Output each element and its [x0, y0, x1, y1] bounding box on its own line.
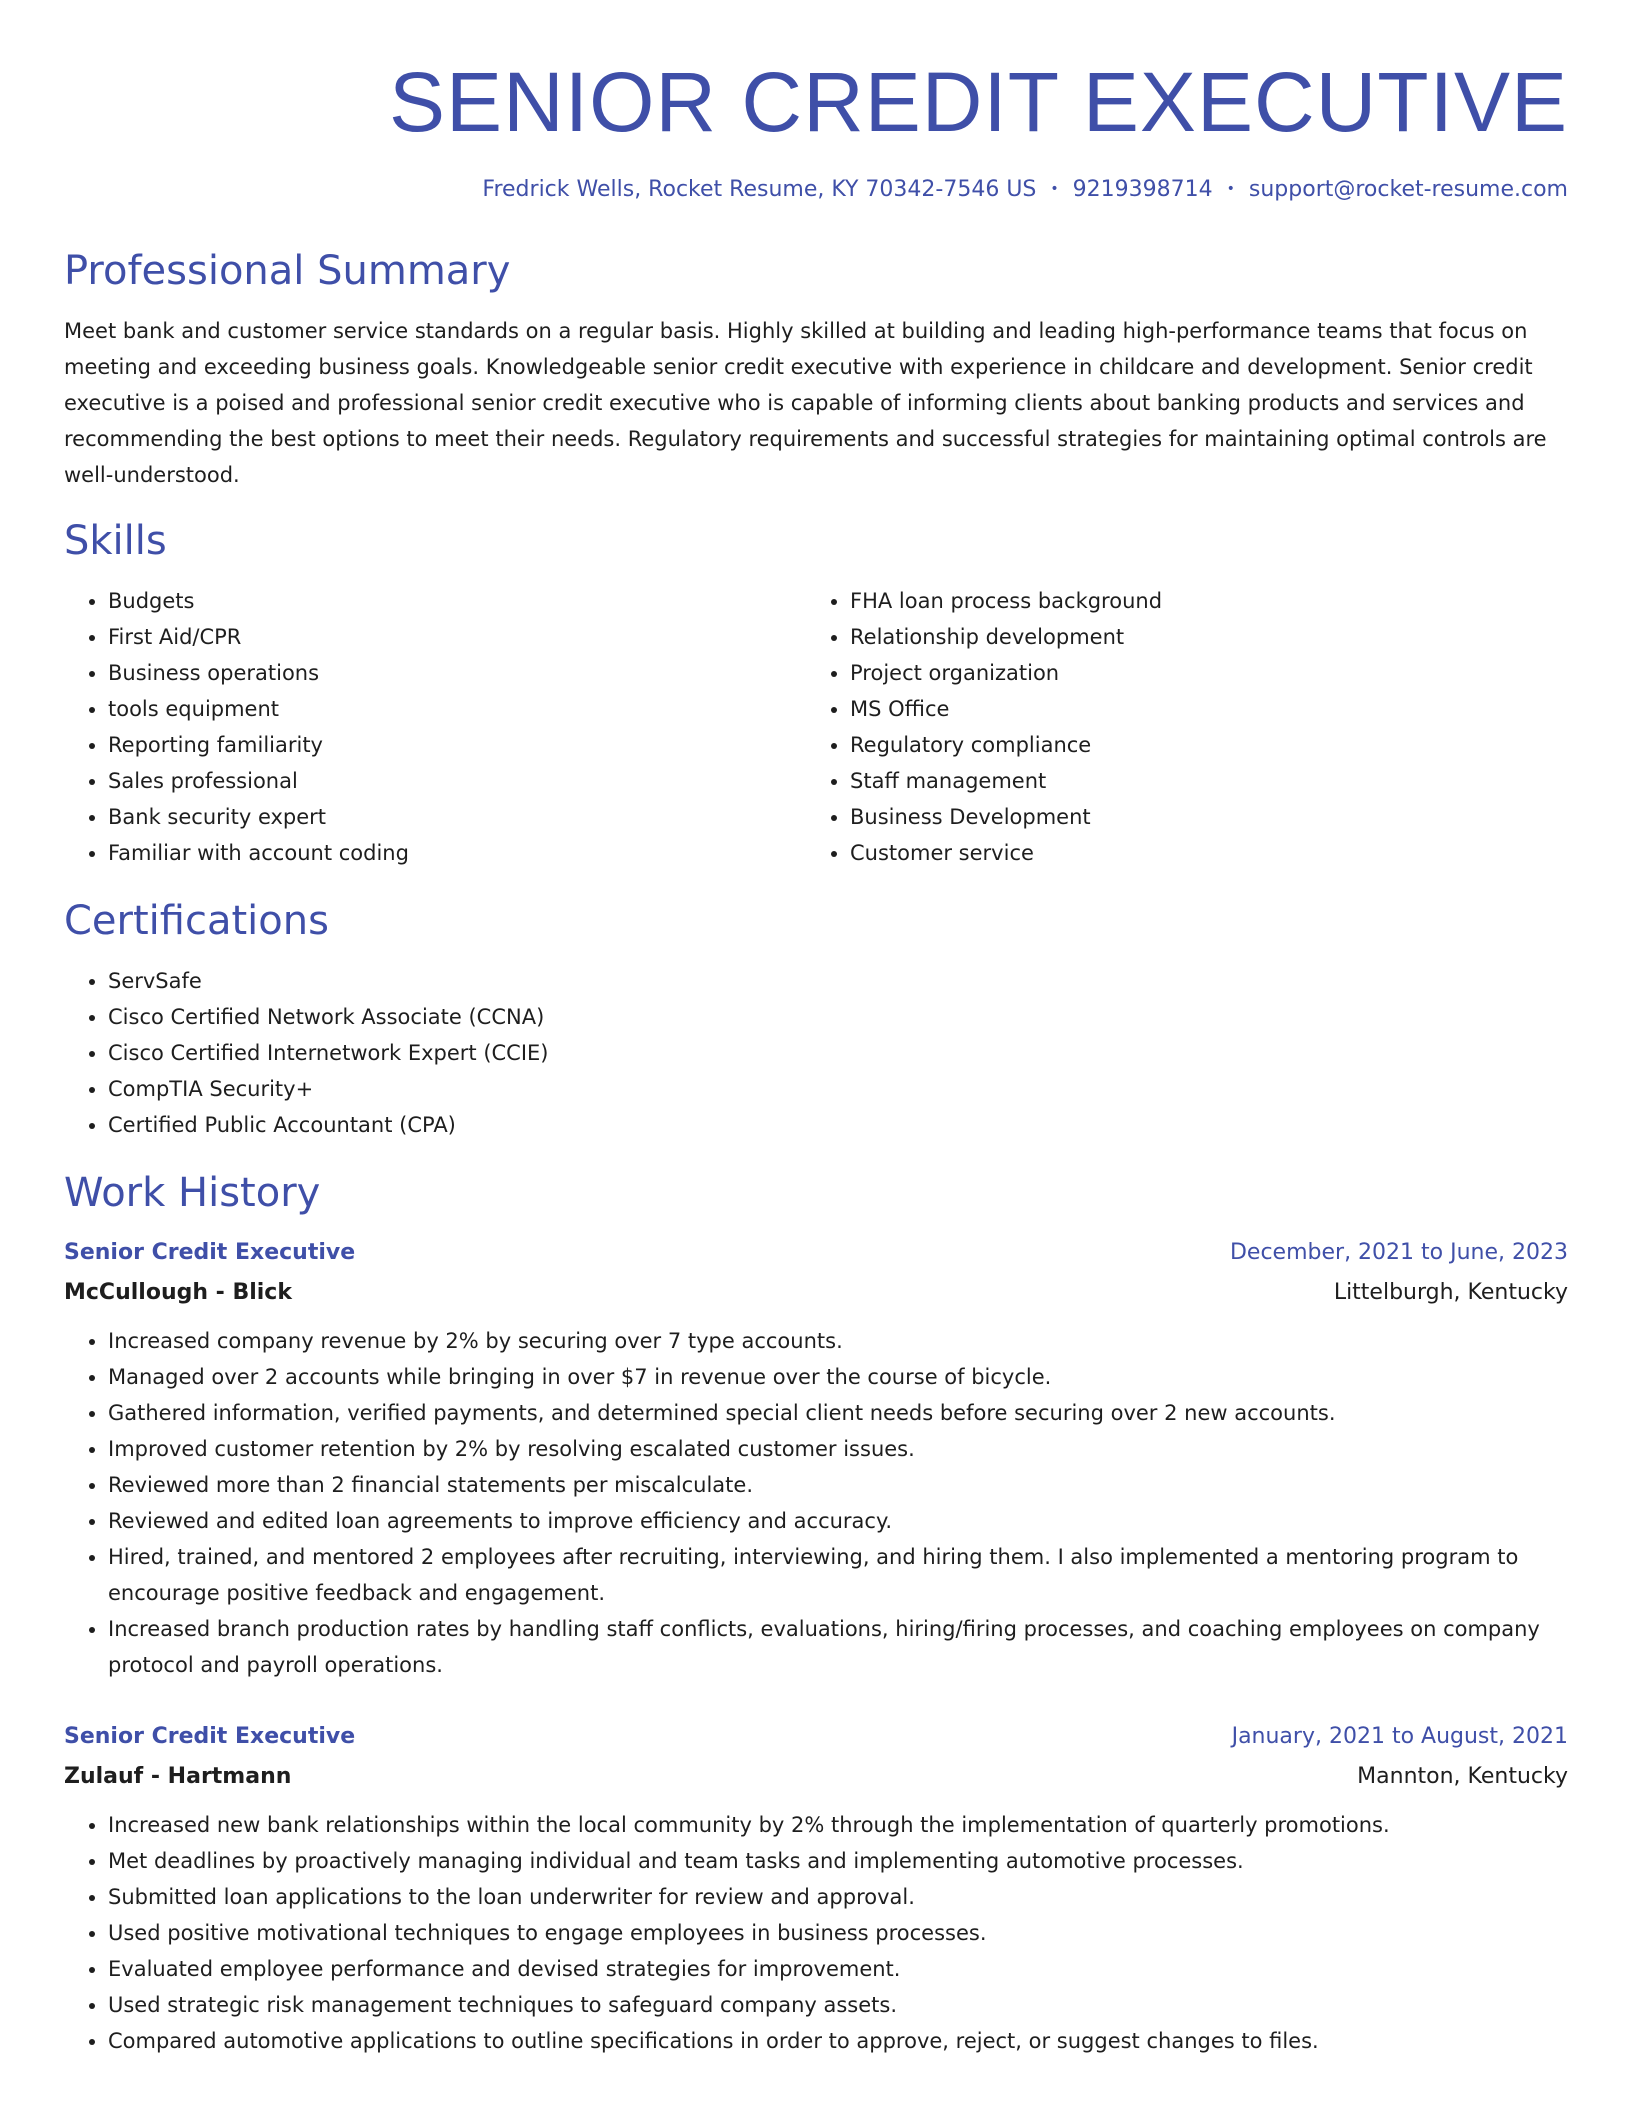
skill-item: • tools equipment: [108, 691, 806, 727]
job-bullets: [64, 1323, 1568, 1683]
job-entry: [64, 1233, 1568, 1683]
skills-column-right: [806, 583, 1548, 871]
job-bullets: [64, 1807, 1568, 2059]
certifications-list: [64, 963, 1568, 1143]
job-bullet: • Increased new bank relationships within the local community by 2% through the implementation of quarterly promotions.: [108, 1807, 1568, 1843]
professional-summary-section: [64, 245, 1568, 493]
certification-item: • ServSafe: [108, 963, 1568, 999]
certification-item: • Certified Public Accountant (CPA): [108, 1107, 1568, 1143]
job-company: McCullough - Blick: [64, 1280, 292, 1305]
job-dates: January, 2021 to August, 2021: [1231, 1724, 1568, 1749]
skill-item: • Staff management: [850, 763, 1548, 799]
job-header-row: [64, 1717, 1568, 1757]
job-dates: December, 2021 to June, 2023: [1229, 1240, 1568, 1265]
skill-item: • Reporting familiarity: [108, 727, 806, 763]
job-bullet: • Hired, trained, and mentored 2 employees after recruiting, interviewing, and hiring them. I also implemented a mentoring program to encourage positive feedback and engagement.: [108, 1539, 1568, 1611]
skill-item: • Business Development: [850, 799, 1548, 835]
job-title: Senior Credit Executive: [64, 1724, 356, 1749]
skills-column-left: [64, 583, 806, 871]
job-bullet: • Met deadlines by proactively managing individual and team tasks and implementing automotive processes.: [108, 1843, 1568, 1879]
skill-item: • Customer service: [850, 835, 1548, 871]
separator-dot: •: [1226, 181, 1235, 197]
job-bullet: • Managed over 2 accounts while bringing in over $7 in revenue over the course of bicycle.: [108, 1359, 1568, 1395]
skill-item: • First Aid/CPR: [108, 619, 806, 655]
skills-section: [64, 515, 1568, 871]
skill-item: • Familiar with account coding: [108, 835, 806, 871]
work-history-section: [64, 1167, 1568, 2059]
skills-list-left: [64, 583, 806, 871]
job-header-row: [64, 1233, 1568, 1273]
job-title: Senior Credit Executive: [64, 1240, 356, 1265]
job-location: Mannton, Kentucky: [1357, 1764, 1568, 1789]
summary-text: Meet bank and customer service standards on a regular basis. Highly skilled at building and leading high-performance teams that focus on meeting and exceeding business goals. Knowledgeable senior credit executive with experience in childcare and development. Senior credit executive is a poised and professional senior credit executive who is capable of informing clients about banking products and services and recommending the best options to meet their needs. Regulatory requirements and successful strategies for maintaining optimal controls are well-understood.: [64, 319, 1547, 487]
job-company-row: [64, 1273, 1568, 1313]
section-heading-skills: Skills: [64, 518, 167, 564]
contact-email: support@rocket-resume.com: [1248, 177, 1568, 202]
skills-columns: [64, 583, 1568, 871]
skill-item: • FHA loan process background: [850, 583, 1548, 619]
contact-phone: 9219398714: [1072, 177, 1213, 202]
skill-item: • Budgets: [108, 583, 806, 619]
job-bullet: • Submitted loan applications to the loan underwriter for review and approval.: [108, 1879, 1568, 1915]
section-heading-certifications: Certifications: [64, 898, 329, 944]
contact-line: [64, 174, 1568, 205]
skill-item: • Business operations: [108, 655, 806, 691]
job-entry: [64, 1717, 1568, 2059]
job-location: Littelburgh, Kentucky: [1333, 1280, 1568, 1305]
job-company-row: [64, 1757, 1568, 1797]
job-bullet: • Increased company revenue by 2% by securing over 7 type accounts.: [108, 1323, 1568, 1359]
job-bullet: • Improved customer retention by 2% by resolving escalated customer issues.: [108, 1431, 1568, 1467]
job-bullet: • Used strategic risk management techniques to safeguard company assets.: [108, 1987, 1568, 2023]
job-company: Zulauf - Hartmann: [64, 1764, 292, 1789]
certifications-section: [64, 895, 1568, 1143]
section-heading-work-history: Work History: [64, 1170, 321, 1216]
skills-list-right: [806, 583, 1548, 871]
skill-item: • Relationship development: [850, 619, 1548, 655]
skill-item: • Regulatory compliance: [850, 727, 1548, 763]
job-bullet: • Evaluated employee performance and devised strategies for improvement.: [108, 1951, 1568, 1987]
job-bullet: • Increased branch production rates by handling staff conflicts, evaluations, hiring/firing processes, and coaching employees on company protocol and payroll operations.: [108, 1611, 1568, 1683]
contact-address: Fredrick Wells, Rocket Resume, KY 70342-7546 US: [482, 177, 1037, 202]
job-bullet: • Gathered information, verified payments, and determined special client needs before securing over 2 new accounts.: [108, 1395, 1568, 1431]
certification-item: • Cisco Certified Network Associate (CCNA): [108, 999, 1568, 1035]
skill-item: • Project organization: [850, 655, 1548, 691]
job-bullet: • Compared automotive applications to outline specifications in order to approve, reject, or suggest changes to files.: [108, 2023, 1568, 2059]
resume-title: SENIOR CREDIT EXECUTIVE: [389, 55, 1568, 149]
job-bullet: • Used positive motivational techniques to engage employees in business processes.: [108, 1915, 1568, 1951]
job-bullet: • Reviewed more than 2 financial statements per miscalculate.: [108, 1467, 1568, 1503]
certification-item: • CompTIA Security+: [108, 1071, 1568, 1107]
job-bullet: • Reviewed and edited loan agreements to improve efficiency and accuracy.: [108, 1503, 1568, 1539]
skill-item: • Bank security expert: [108, 799, 806, 835]
section-heading-summary: Professional Summary: [64, 248, 511, 294]
skill-item: • Sales professional: [108, 763, 806, 799]
separator-dot: •: [1050, 181, 1059, 197]
skill-item: • MS Office: [850, 691, 1548, 727]
certification-item: • Cisco Certified Internetwork Expert (CCIE): [108, 1035, 1568, 1071]
